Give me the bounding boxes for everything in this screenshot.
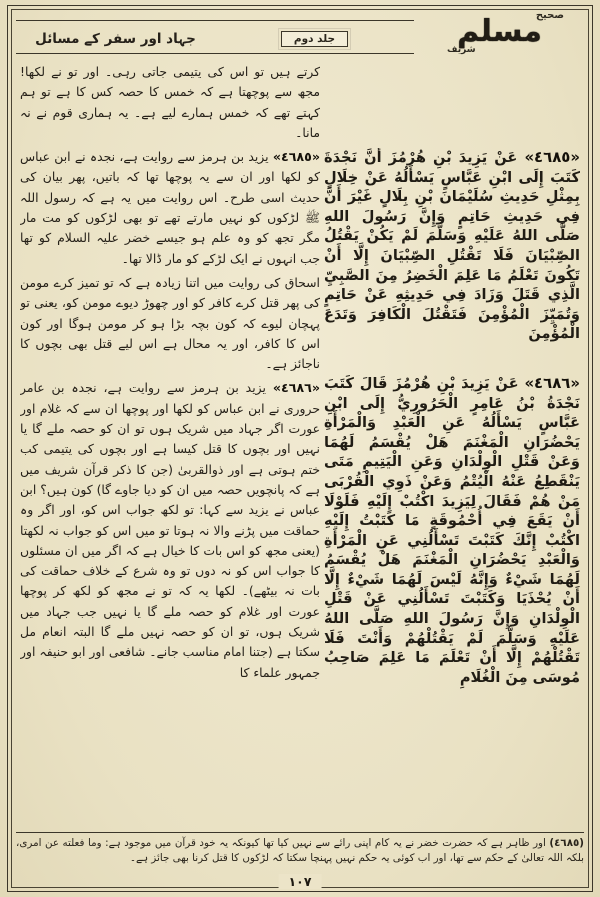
logo-title: مسلم (457, 14, 542, 49)
urdu-paragraph (20, 273, 320, 374)
chapter-cell (16, 28, 215, 47)
urdu-column (20, 62, 320, 832)
logo-small-bottom: شريف (447, 45, 476, 55)
footnote-body: اور ظاہر ہے کہ حضرت خضر نے یہ کام اپنی رائے سے نہیں کیا تھا کیونکہ یہ خود قرآن میں موجود ہے: وما فعلته عن امری، بلکہ اللہ تعالیٰ کے حکم سے تھا، اور اب کوئی یہ حکم نہیں پہنچا سکتا کہ لڑکوں کا قتل کرنا بھی جائز ہے۔ (16, 837, 584, 864)
paragraph-body: یزید بن ہرمز سے روایت ہے، نجدہ نے ابن عباس کو لکھا اور ان سے یہ پوچھا تھا کہ باتیں، پھر بیان کی حدیث اسی طرح۔ اس روایت میں یہ ہے کہ رسول اللہ ﷺ لڑکوں کو نہیں مارتے تھے تو بھی لڑکوں کو مت مار مگر تجھ کو وہ علم ہو جیسے خضر علیہ السلام کو تھا جب انہوں نے ایک لڑکے کو مار ڈالا تھا۔ (20, 149, 320, 266)
urdu-paragraph (20, 147, 320, 269)
hadith-arabic-4685 (324, 148, 580, 344)
footnote (16, 836, 584, 865)
paragraph-body: یزید بن ہرمز سے روایت ہے، نجدہ بن عامر حروری نے ابن عباس کو لکھا اور پوچھا ان سے کہ غلام اور عورت اگر جہاد میں شریک ہوں تو ان کو حصہ ملے گا یا نہیں اور بچوں کا قتل کیسا ہے اور بچوں کی یتیمی کب ختم ہوتی ہے اور ذوالقربیٰ (جن کا ذکر قرآن شریف میں ہے کہ پانچویں حصہ میں ان کو دیا جاوے گا) کون ہیں؟ ابن عباس نے یزید سے کہا: تو لکھ جواب اس کو، اور اگر وہ حماقت میں پڑنے والا نہ ہوتا تو میں اس کو جواب نہ لکھتا (یعنی مجھ کو اس بات کا خیال ہے کہ اگر میں ان مسئلوں کا جواب اس کو نہ دوں تو وہ شرع کے خلاف حماقت کی بات نہ بیٹھے)۔ لکھا یہ کہ تو نے مجھ کو لکھ کر پوچھا عورت اور غلام کو حصہ ملے گا یا نہیں جب جہاد میں شریک ہوں، تو ان کو حصہ نہیں ملے گا البتہ انعام مل سکتا ہے (جتنا امام مناسب جانے۔ شافعی اور ابو حنیفہ اور جمہور علماء کا (20, 380, 320, 680)
chapter-title: جہاد اور سفر کے مسائل (35, 30, 196, 47)
logo-small-top: صحيح (535, 10, 564, 21)
header-band (16, 20, 414, 54)
arabic-column (324, 148, 580, 830)
hadith-body: عَنْ يَزِيدَ بْنِ هُرْمُزَ أَنَّ نَجْدَةَ كَتَبَ إِلَى ابْنِ عَبَّاسٍ يَسْأَلُهُ عَنْ خِلَالٍ بِمِثْلِ حَدِيثِ سُلَيْمَانَ بْنِ بِلَالٍ غَيْرَ أَنَّ فِي حَدِيثِ حَاتِمٍ وَإِنَّ رَسُولَ اللهِ صَلَّى اللهُ عَلَيْهِ وَسَلَّمَ لَمْ يَكُنْ يَقْتُلُ الصِّبْيَانَ فَلَا تَقْتُلِ الصِّبْيَانَ إِلَّا أَنْ تَكُونَ تَعْلَمُ مَا عَلِمَ الْخَضِرُ مِنَ الصَّبِيِّ الَّذِي قَتَلَ وَزَادَ فِي حَدِيثِهِ عَنْ حَاتِمٍ وَتُمَيِّزَ الْمُؤْمِنَ فَتَقْتُلَ الْكَافِرَ وَتَدَعَ الْمُؤْمِنَ (324, 149, 580, 343)
paragraph-body: کرتے ہیں تو اس کی یتیمی جاتی رہی۔ اور تو نے لکھا! مجھ سے پوچھتا ہے کہ خمس کا حصہ کس کا ہے تو ہم کہتے تھے کہ خمس ہمارے لیے ہے۔ یہ ہماری قوم نے نہ مانا۔ (20, 64, 320, 140)
hadith-number: «٤٦٨٦» (524, 373, 580, 392)
hadith-number: «٤٦٨٦» (272, 380, 320, 396)
volume-label: جلد دوم (281, 31, 348, 47)
urdu-paragraph (20, 378, 320, 682)
masthead-logo (417, 10, 582, 62)
hadith-arabic-text (324, 374, 580, 688)
hadith-arabic-4686 (324, 374, 580, 688)
volume-cell (215, 27, 414, 47)
footnote-number: (٤٦٨٥) (549, 837, 584, 849)
urdu-paragraph (20, 62, 320, 143)
hadith-arabic-text (324, 148, 580, 344)
page-number: ١٠٧ (279, 874, 322, 889)
paragraph-body: اسحاق کی روایت میں اتنا زیادہ ہے کہ تو تمیز کرے مومن کی پھر قتل کرے کافر کو اور چھوڑ دیوے مومن کو، یعنی تو پہچان لیوے کہ کون بچہ بڑا ہو کر مومن ہوگا اور کون اس کا کافر، اور یہ محال ہے اس لیے قتل بھی بچوں کا ناجائز ہے۔ (20, 274, 320, 372)
hadith-number: «٤٦٨٥» (524, 148, 580, 166)
hadith-body: عَنْ يَزِيدَ بْنِ هُرْمُزَ قَالَ كَتَبَ نَجْدَةُ بْنُ عَامِرٍ الْحَرُورِيُّ إِلَى ابْنِ عَبَّاسٍ يَسْأَلُهُ عَنِ الْعَبْدِ وَالْمَرْأَةِ يَحْضُرَانِ الْمَغْنَمَ هَلْ يُقْسَمُ لَهُمَا وَعَنْ قَتْلِ الْوِلْدَانِ وَعَنِ الْيَتِيمِ مَتَى يَنْقَطِعُ عَنْهُ الْيُتْمُ وَعَنْ ذَوِي الْقُرْبَى مَنْ هُمْ فَقَالَ لِيَزِيدَ اكْتُبْ إِلَيْهِ فَلَوْلَا أَنْ يَقَعَ فِي أُحْمُوقَةٍ مَا كَتَبْتُ إِلَيْهِ اكْتُبْ إِنَّكَ كَتَبْتَ تَسْأَلُنِي عَنِ الْمَرْأَةِ وَالْعَبْدِ يَحْضُرَانِ الْمَغْنَمَ هَلْ يُقْسَمُ لَهُمَا شَيْءٌ وَإِنَّهُ لَيْسَ لَهُمَا شَيْءٌ إِلَّا أَنْ يُحْذَيَا وَكَتَبْتَ تَسْأَلُنِي عَنْ قَتْلِ الْوِلْدَانِ وَإِنَّ رَسُولَ اللهِ صَلَّى اللهُ عَلَيْهِ وَسَلَّمَ لَمْ يَقْتُلْهُمْ وَأَنْتَ فَلَا تَقْتُلْهُمْ إِلَّا أَنْ تَعْلَمَ مَا عَلِمَ صَاحِبُ مُوسَى مِنَ الْغُلَامِ (324, 374, 580, 686)
hadith-number: «٤٦٨٥» (272, 149, 320, 165)
